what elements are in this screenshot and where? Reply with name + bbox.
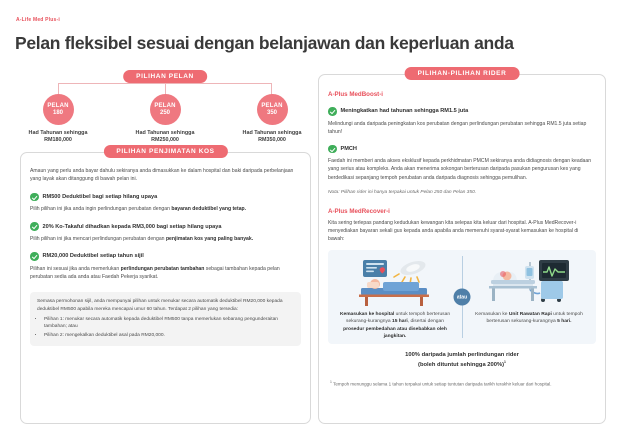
- plan-word: PELAN: [154, 103, 176, 110]
- desc-pre: Pilih pilihan ini jika anda ingin perlindungan perubatan dengan: [30, 206, 172, 213]
- rider-options-body: [319, 75, 605, 397]
- plan-item-350: [224, 94, 320, 145]
- desc-pre: Pilihan ini sesuai jika anda memerlukan: [30, 265, 121, 272]
- desc-bold: perlindungan perubatan tambahan: [120, 265, 205, 272]
- cost-option-3: [30, 252, 301, 261]
- plan-caption-amount: RM350,000: [258, 137, 286, 144]
- right-illustration-caption: [462, 311, 596, 326]
- deductible-note-box: [30, 292, 301, 346]
- check-circle-icon: [328, 145, 337, 154]
- cost-option-1-title: RM500 Deduktibel bagi setiap hilang upaya: [42, 194, 158, 201]
- plan-caption-250: [117, 130, 213, 145]
- atau-badge: atau: [454, 289, 471, 306]
- plan-word: PELAN: [47, 103, 69, 110]
- cost-option-1: [30, 193, 301, 202]
- check-circle-icon: [30, 252, 39, 261]
- cost-savings-lede: Amaun yang perlu anda bayar dahulu sekiranya anda dimasukkan ke dalam hospital dan baki daripada perbelanjaan yang layak akan ditanggung di bawah pelan ini.: [30, 168, 294, 183]
- rider-footnote: [328, 380, 596, 388]
- cost-option-1-desc: [30, 205, 301, 213]
- check-circle-icon: [30, 222, 39, 231]
- cost-savings-body: [21, 153, 310, 354]
- cap-text: , disertai dengan: [407, 319, 444, 325]
- plan-number: 250: [159, 109, 170, 116]
- desc-post: sebagai tambahan kepada pelan perubatan sedia ada anda atau Faedah Pekerja syarikat.: [30, 265, 280, 280]
- medrecover-illustration-card: [328, 250, 596, 344]
- rider-options-panel: [318, 70, 606, 424]
- cap-bold: Unit Rawatan Rapi: [508, 312, 552, 318]
- note-list-item: • Pilihan 1: menukar secara automatik kepada deduktibel RM500 tanpa memerlukan sebarang pengunderaitan tambahan; atau: [44, 316, 294, 332]
- cap-bold: 5 hari.: [557, 319, 572, 325]
- cap-bold: prosedur pembedahan atau disebabkan oleh jangkitan.: [343, 326, 447, 340]
- rider-medboost-name: A-Plus MedBoost-i: [328, 91, 383, 98]
- footnote-text: Tempoh menunggu selama 1 tahun terpakai untuk setiap tuntutan daripada tarikh terakhir keluar dari hospital.: [333, 381, 552, 387]
- payout-line-2: [332, 360, 592, 370]
- medboost-benefit-title: Meningkatkan had tahunan sehingga RM1.5 juta: [340, 108, 469, 115]
- illustration-hospital-surgery: [328, 250, 462, 344]
- plan-caption-line1: Had Tahunan sehingga: [135, 130, 195, 136]
- hospital-surgery-icon: [347, 256, 443, 308]
- plan-number: 180: [52, 109, 63, 116]
- cap-bold: Kemasukan ke hospital: [339, 312, 395, 318]
- desc-bold: bayaran deduktibel yang tetap.: [171, 206, 247, 213]
- plan-badge-250: [150, 94, 181, 125]
- plan-item-250: [117, 94, 213, 145]
- plan-caption-amount: RM180,000: [44, 137, 72, 144]
- cost-savings-heading: PILIHAN PENJIMATAN KOS: [103, 145, 227, 158]
- check-circle-icon: [30, 193, 39, 202]
- plan-item-180: [10, 94, 106, 145]
- rider-payout-total: [328, 344, 596, 375]
- plan-badge-350: [257, 94, 288, 125]
- plan-number: 350: [266, 109, 277, 116]
- plan-tree: [20, 70, 310, 148]
- cap-bold: 15 hari: [392, 319, 408, 325]
- medrecover-desc: Kita sering terlepas pandang kedudukan kewangan kita selepas kita keluar dari hospital. A-Plus MedRecover-i menyediakan bayaran sekali gus kepada anda apabila anda memenuhi syarat-syarat kemasukan ke hospital di bawah:: [328, 219, 579, 242]
- rider-options-heading: PILIHAN-PILIHAN RIDER: [405, 67, 520, 80]
- note-list: [44, 316, 294, 341]
- illustration-icu: [462, 250, 596, 344]
- cost-option-2-title: 20% Ko-Takaful dihadkan kepada RM3,000 bagi setiap hilang upaya: [42, 223, 222, 230]
- cost-savings-panel: [20, 148, 311, 424]
- plan-caption-350: [224, 130, 320, 145]
- medboost-benefit-desc: Melindungi anda daripada peningkatan kos perubatan dengan perlindungan perubatan sehingga RM1.5 juta setiap tahun!: [328, 120, 587, 135]
- note-intro: Semasa permohonan sijil, anda mempunyai pilihan untuk menukar secara automatik deduktibel RM20,000 kepada deduktibel RM500 apabila mereka mencapai umur 60 tahun. Terdapat 2 pilihan yang tersedia:: [37, 298, 283, 312]
- medboost-note: Nota: Pilihan rider ini hanya terpakai untuk Pelan 250 dan Pelan 350.: [328, 189, 477, 195]
- footnote-marker: 1: [330, 380, 332, 385]
- plan-options-heading: PILIHAN PELAN: [123, 70, 207, 83]
- brand-logo: A-Life Med Plus-i: [16, 17, 60, 23]
- note-list-item: • Pilihan 2: mengekalkan deduktibel asal pada RM20,000.: [44, 332, 294, 340]
- pmch-desc: Faedah ini memberi anda akses eksklusif kepada perkhidmatan PMCM sekiranya anda didiagnosis dengan keadaan yang serius atau kompleks. Anda akan menerima sokongan berterusan daripada pasukan pengurusan kes yang berdedikasi sepanjang tempoh perubatan anda daripada diagnosis sehingga pemulihan.: [328, 158, 592, 181]
- cap-text: Kemasukan ke: [475, 312, 509, 318]
- icu-bed-monitor-icon: [481, 256, 577, 308]
- cap-text: untuk tempoh berterusan sekurang-kurangnya: [346, 312, 451, 325]
- rider-medrecover-name: A-Plus MedRecover-i: [328, 207, 390, 215]
- plan-caption-line1: Had Tahunan sehingga: [242, 130, 302, 136]
- medboost-benefit-row: [328, 107, 596, 116]
- plan-word: PELAN: [261, 103, 283, 110]
- plan-caption-180: [10, 130, 106, 145]
- plan-caption-line1: Had Tahunan sehingga: [28, 130, 88, 136]
- check-circle-icon: [328, 107, 337, 116]
- cost-option-3-title: RM20,000 Deduktibel setiap tahun sijil: [42, 253, 144, 260]
- cap-text: untuk tempoh berterusan sekurang-kurangnya: [486, 312, 583, 325]
- page-title: Pelan fleksibel sesuai dengan belanjawan dan keperluan anda: [15, 33, 514, 53]
- plan-caption-amount: RM250,000: [151, 137, 179, 144]
- payout-line-2-text: (boleh dituntut sehingga 200%): [418, 361, 505, 368]
- payout-line-1: 100% daripada jumlah perlindungan rider: [405, 352, 519, 359]
- pmch-title: PMCH: [340, 146, 357, 153]
- desc-pre: Pilih pilihan ini jika mencari perlindungan perubatan dengan: [30, 235, 166, 242]
- pmch-row: [328, 145, 596, 154]
- desc-bold: penjimatan kos yang paling banyak.: [165, 235, 254, 242]
- cost-option-3-desc: [30, 265, 301, 281]
- payout-superscript: 1: [504, 359, 506, 364]
- plan-badge-180: [43, 94, 74, 125]
- left-illustration-caption: [328, 311, 462, 340]
- cost-option-2: [30, 222, 301, 231]
- cost-option-2-desc: [30, 235, 301, 243]
